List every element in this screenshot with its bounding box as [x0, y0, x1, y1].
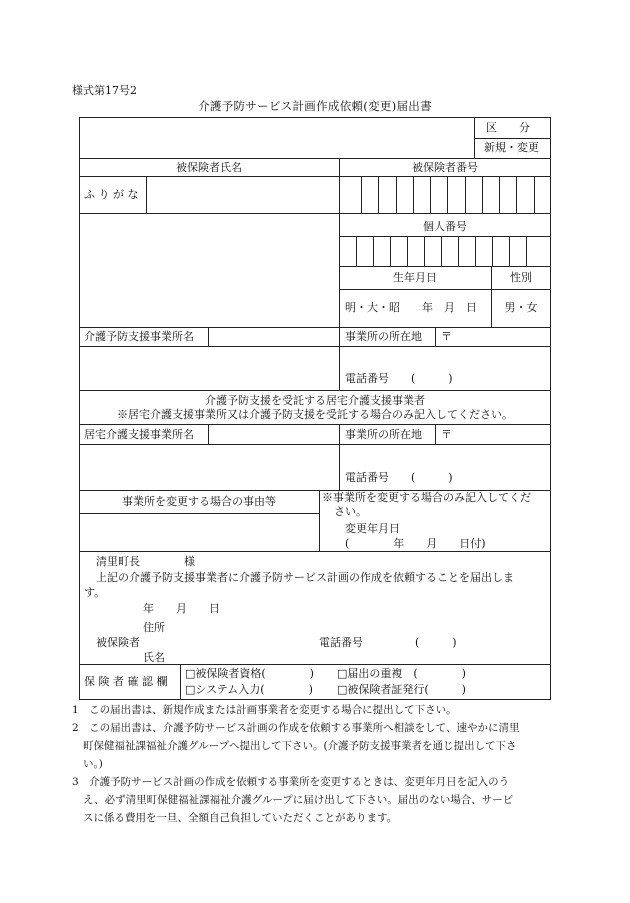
change-note-line-2: さい。	[334, 505, 367, 518]
prevention-office-address-label: 事業所の所在地	[345, 330, 422, 343]
confirmation-label: 保 険 者 確 認 欄	[84, 675, 168, 688]
prevention-office-phone-label: 電話番号 ( )	[345, 372, 453, 385]
furigana-label: ふ り が な	[84, 188, 139, 201]
declaration-addressee: 清里町長 様	[96, 555, 195, 568]
care-office-address-label: 事業所の所在地	[345, 428, 422, 441]
insured-name-field[interactable]	[80, 214, 338, 326]
note-2-line-2: 町保健福祉課福祉介護グループへ提出して下さい。(介護予防支援事業者を通じ提出して下さ	[83, 740, 517, 752]
insured-name-label: 被保険者氏名	[176, 161, 242, 174]
prevention-office-name-label: 介護予防支援事業所名	[84, 330, 194, 343]
furigana-field[interactable]	[147, 177, 338, 212]
note-1: 1 この届出書は、新規作成または計画事業者を変更する場合に提出して下さい。	[72, 704, 457, 716]
care-office-heading: 介護予防支援を受託する居宅介護支援事業者	[205, 394, 425, 407]
note-2-line-1: 2 この届出書は、介護予防サービス計画の作成を依頼する事業所へ相談をして、速やかに清里	[72, 722, 520, 734]
note-3-line-3: スに係る費用を一旦、全額自己負担していただくことがあります。	[83, 812, 398, 824]
change-date-value[interactable]: ( 年 月 日付)	[345, 537, 486, 550]
care-office-name-label: 居宅介護支援事業所名	[84, 428, 194, 441]
care-office-postal-mark: 〒	[441, 428, 452, 441]
insured-number-label: 被保険者番号	[412, 161, 478, 174]
form-title: 介護予防サービス計画作成依頼(変更)届出書	[198, 99, 432, 113]
birth-label: 生年月日	[393, 271, 437, 284]
confirmation-item-card-issued[interactable]: □被保険者証発行( )	[337, 683, 466, 696]
declaration-body-line-1: 上記の介護予防支援事業者に介護予防サービス計画の作成を依頼することを届出しま	[96, 571, 514, 584]
declaration-phone-parens: ( )	[415, 636, 457, 649]
form-number: 様式第17号2	[72, 84, 137, 97]
declaration-address-label: 住所	[143, 621, 165, 634]
confirmation-item-duplicate[interactable]: □届出の重複 ( )	[337, 667, 466, 680]
care-office-phone-label: 電話番号 ( )	[345, 471, 453, 484]
declaration-insured-label: 被保険者	[96, 636, 140, 649]
individual-number-label: 個人番号	[423, 220, 467, 233]
classification-value[interactable]: 新規・変更	[484, 141, 539, 154]
declaration-body-line-2: す。	[84, 586, 106, 599]
note-2-line-3: い。)	[83, 758, 103, 770]
change-date-label: 変更年月日	[345, 522, 400, 535]
confirmation-item-eligibility[interactable]: □被保険者資格( )	[185, 667, 314, 680]
gender-label: 性別	[510, 271, 532, 284]
care-office-note: ※居宅介護支援事業所又は介護予防支援を受託する場合のみ記入してください。	[117, 408, 513, 421]
classification-label: 区 分	[486, 121, 530, 134]
change-note-line-1: ※事業所を変更する場合のみ記入してくだ	[322, 491, 531, 504]
declaration-name-label: 氏名	[143, 651, 165, 664]
note-3-line-1: 3 介護予防サービス計画の作成を依頼する事業所を変更するときは、変更年月日を記入のう	[72, 776, 510, 788]
change-reason-label: 事業所を変更する場合の事由等	[122, 495, 276, 508]
declaration-phone-label: 電話番号	[319, 636, 363, 649]
confirmation-item-system-input[interactable]: □システム入力( )	[185, 683, 313, 696]
declaration-date[interactable]: 年 月 日	[143, 602, 220, 615]
note-3-line-2: え、必ず清里町保健福祉課福祉介護グループに届け出して下さい。届出のない場合、サービ	[83, 794, 514, 806]
birth-value[interactable]: 明・大・昭 年 月 日	[345, 301, 477, 314]
prevention-office-postal-mark: 〒	[441, 330, 452, 343]
gender-value[interactable]: 男・女	[504, 301, 538, 314]
